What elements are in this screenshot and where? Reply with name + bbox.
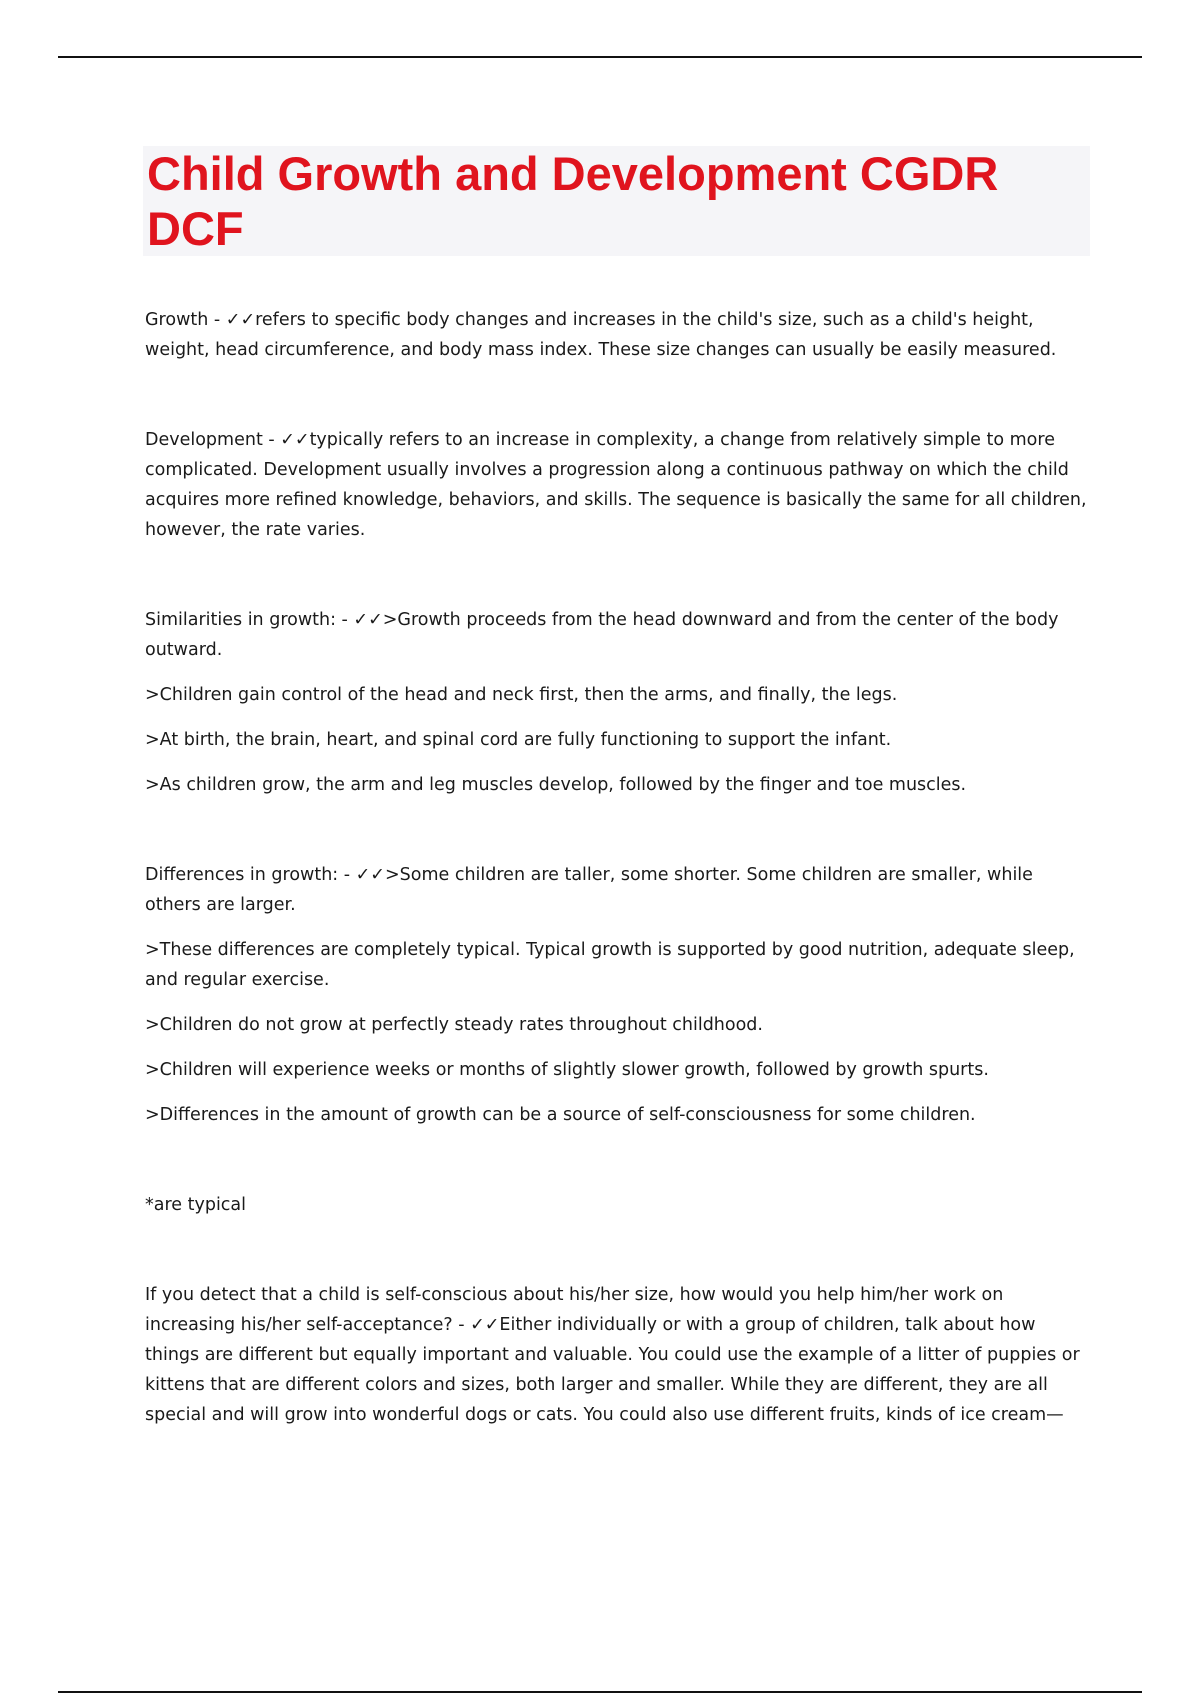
paragraph-similarity-item: >At birth, the brain, heart, and spinal cord are fully functioning to support the infant. xyxy=(145,730,892,750)
spacer xyxy=(145,755,1090,770)
paragraph-difference-item: >Children do not grow at perfectly steady rates throughout childhood. xyxy=(145,1015,763,1035)
paragraph-difference-item: >These differences are completely typical. Typical growth is supported by good nutrition, adequate sleep, and regular exercise. xyxy=(145,940,1075,990)
spacer xyxy=(145,710,1090,725)
spacer xyxy=(145,1040,1090,1055)
top-rule xyxy=(58,56,1142,58)
spacer xyxy=(145,1220,1090,1280)
spacer xyxy=(145,545,1090,605)
paragraph-difference-item: >Differences in the amount of growth can be a source of self-consciousness for some children. xyxy=(145,1105,976,1125)
spacer xyxy=(145,920,1090,935)
paragraph-similarities-in-growth: Similarities in growth: - ✓✓>Growth proceeds from the head downward and from the center of the body outward. xyxy=(145,610,1059,660)
bottom-rule xyxy=(58,1691,1142,1693)
document-title: Child Growth and Development CGDR DCF xyxy=(147,147,999,255)
document-body xyxy=(145,305,1090,1430)
paragraph-similarity-item: >Children gain control of the head and neck first, then the arms, and finally, the legs. xyxy=(145,685,898,705)
paragraph-differences-in-growth: Differences in growth: - ✓✓>Some children are taller, some shorter. Some children are smaller, while others are larger. xyxy=(145,865,1033,915)
spacer xyxy=(145,800,1090,860)
spacer xyxy=(145,1130,1090,1190)
paragraph-similarity-item: >As children grow, the arm and leg muscles develop, followed by the finger and toe muscles. xyxy=(145,775,967,795)
spacer xyxy=(145,365,1090,425)
paragraph-growth-definition: Growth - ✓✓refers to specific body changes and increases in the child's size, such as a child's height, weight, head circumference, and body mass index. These size changes can usually be easily measured. xyxy=(145,310,1057,360)
paragraph-difference-item: >Children will experience weeks or months of slightly slower growth, followed by growth spurts. xyxy=(145,1060,989,1080)
spacer xyxy=(145,1085,1090,1100)
spacer xyxy=(145,665,1090,680)
spacer xyxy=(145,995,1090,1010)
paragraph-note: *are typical xyxy=(145,1195,247,1215)
paragraph-development-definition: Development - ✓✓typically refers to an increase in complexity, a change from relatively simple to more complicated. Development usually involves a progression along a continuous pathway on which the child acquires more refined knowledge, behaviors, and skills. The sequence is basically the same for all children, however, the rate varies. xyxy=(145,430,1087,540)
paragraph-self-acceptance-question: If you detect that a child is self-conscious about his/her size, how would you help him/her work on increasing his/her self-acceptance? - ✓✓Either individually or with a group of children, talk about how things are different but equally important and valuable. You could use the example of a litter of puppies or kittens that are different colors and sizes, both larger and smaller. While they are different, they are all special and will grow into wonderful dogs or cats. You could also use different fruits, kinds of ice cream— xyxy=(145,1285,1080,1425)
